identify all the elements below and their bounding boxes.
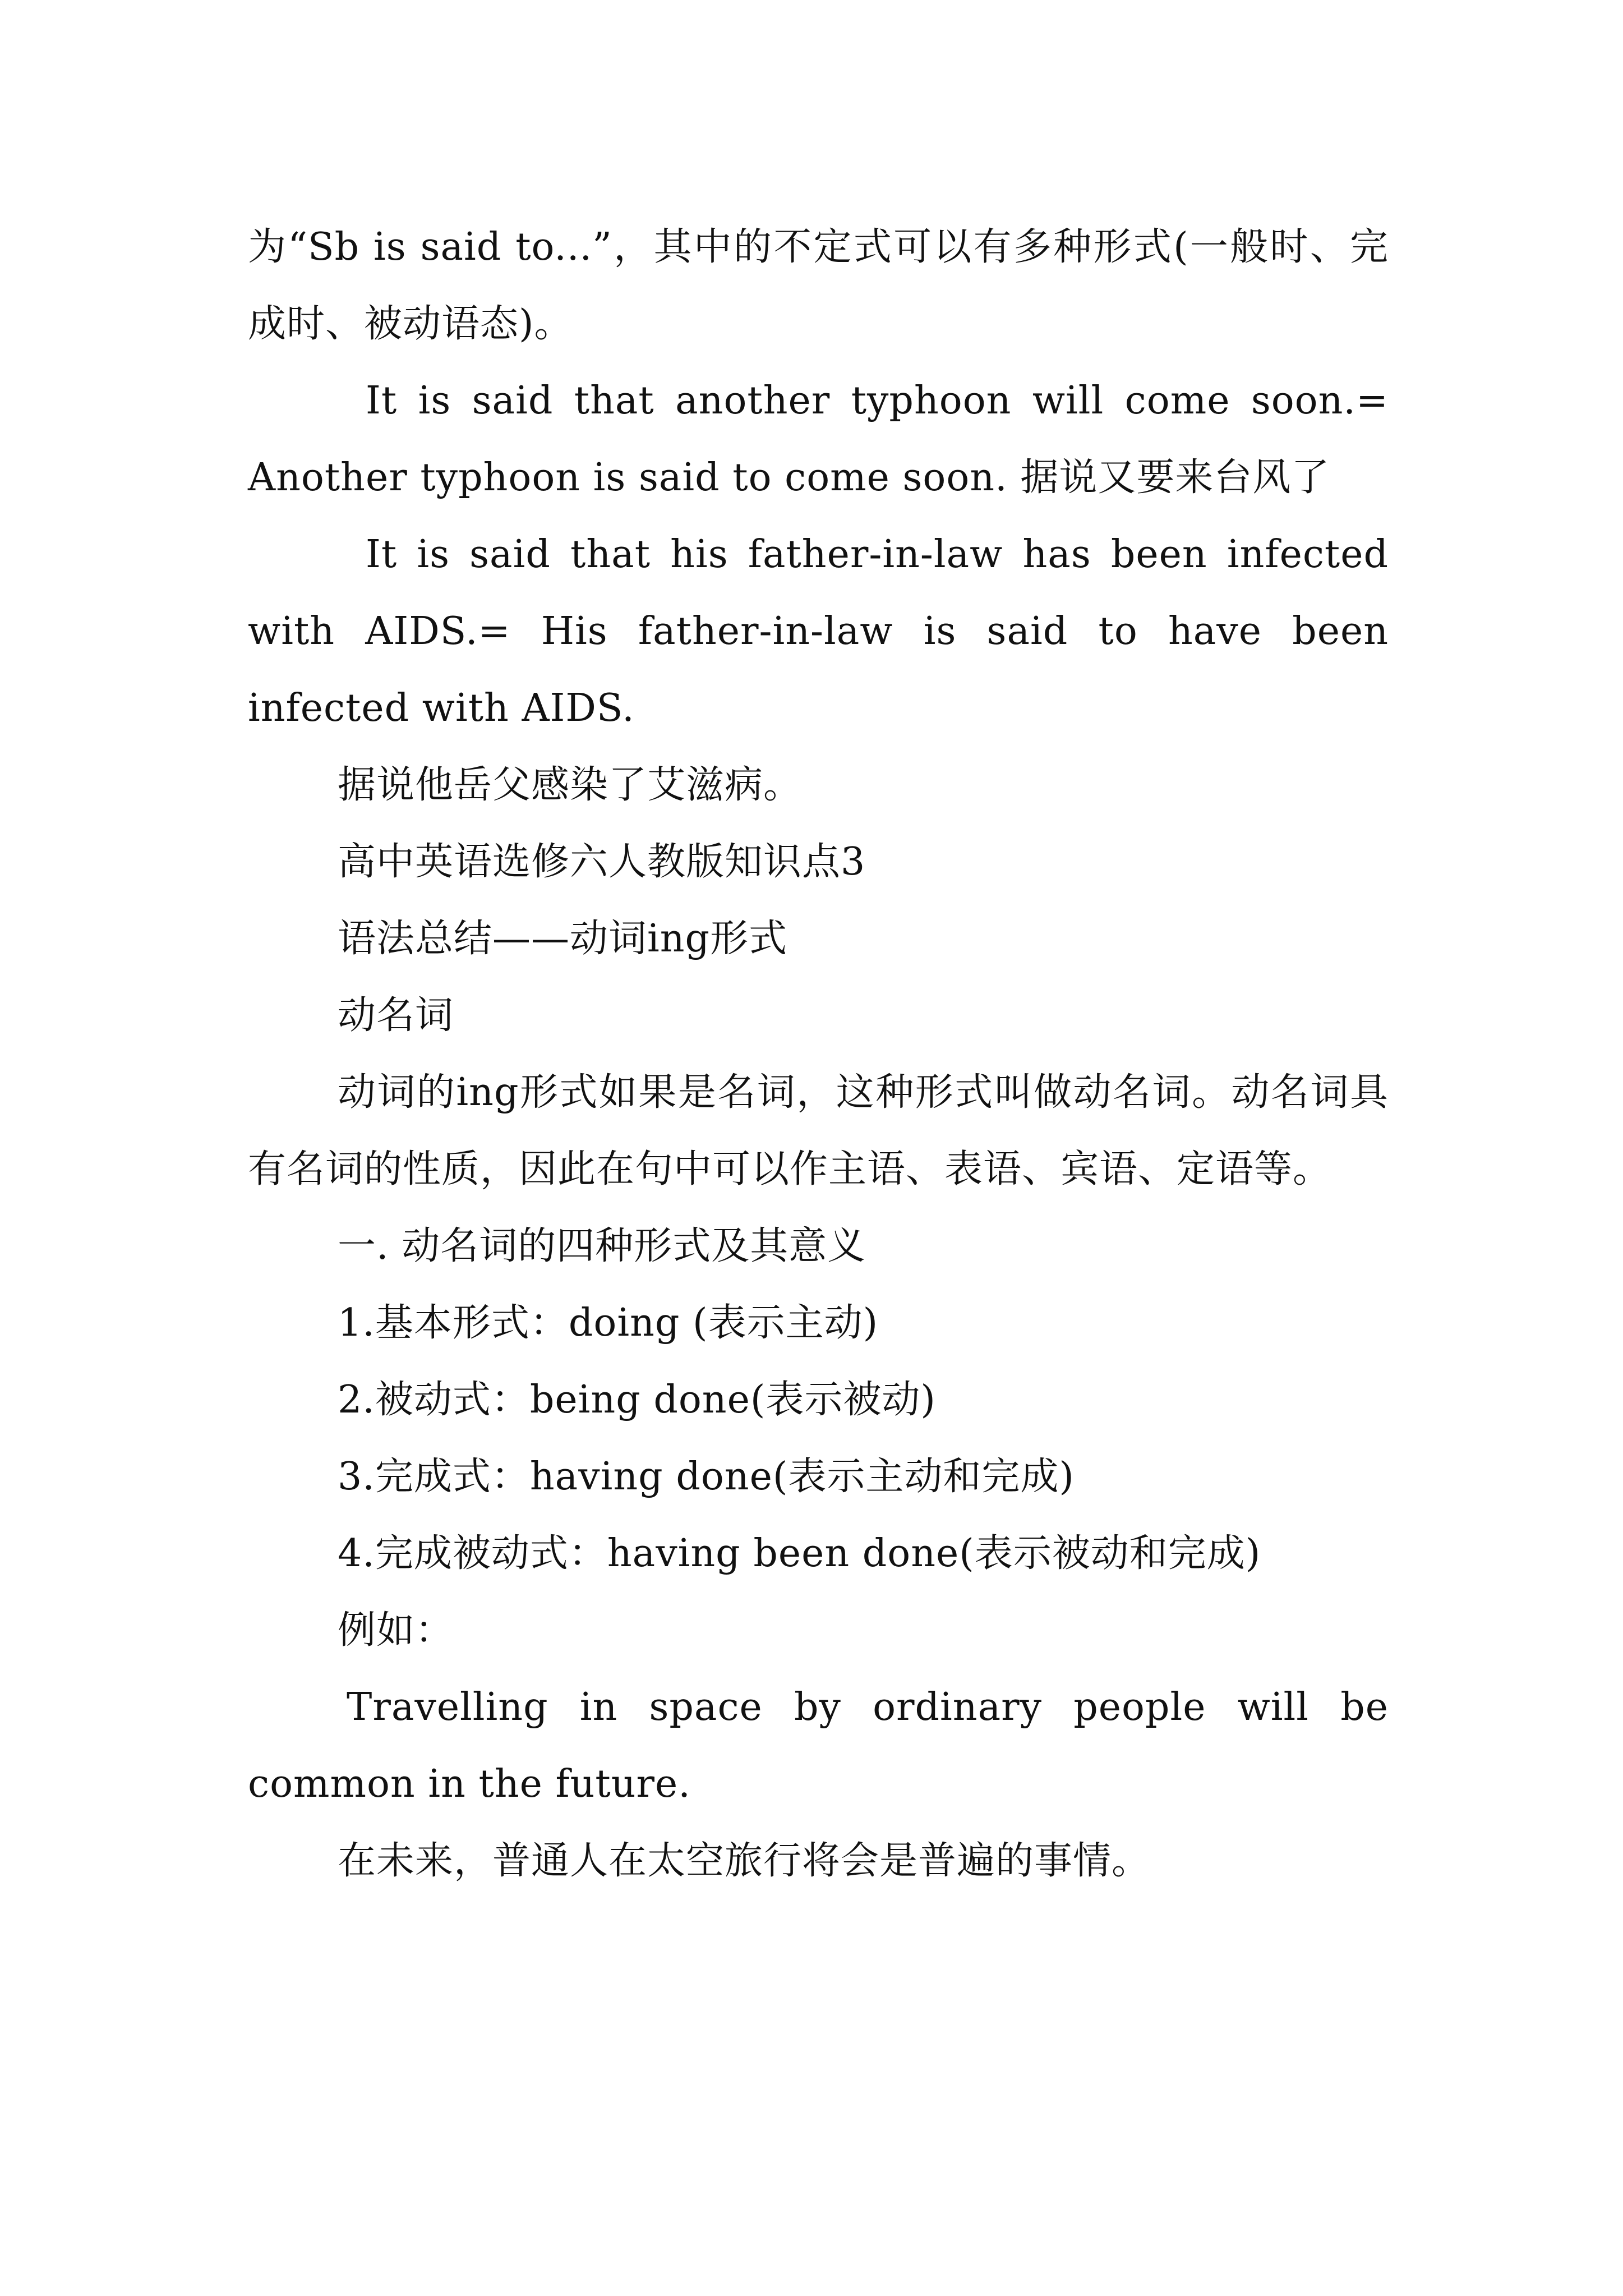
- example-father-in-law-translation: 据说他岳父感染了艾滋病。: [338, 763, 803, 807]
- example-travelling: Travelling in space by ordinary people will be common in the future.: [248, 1685, 1389, 1806]
- gerund-form-item: 4.完成被动式：having been done(表示被动和完成): [338, 1531, 1261, 1576]
- gerund-form-item: 2.被动式：being done(表示被动): [338, 1378, 936, 1422]
- paragraph-said-to-forms: 为“Sb is said to...”，其中的不定式可以有多种形式(一般时、完成时、被动语态)。: [248, 225, 1389, 346]
- gerund-form-item: 1.基本形式：doing (表示主动): [338, 1301, 879, 1345]
- example-typhoon: It is said that another typhoon will come soon.= Another typhoon is said to come soon. 据说又要来台风了: [248, 379, 1389, 500]
- gerund-definition: 动词的ing形式如果是名词，这种形式叫做动名词。动名词具有名词的性质，因此在句中可以作主语、表语、宾语、定语等。: [248, 1070, 1389, 1191]
- gerund-form-item: 3.完成式：having done(表示主动和完成): [338, 1455, 1075, 1499]
- example-father-in-law: It is said that his father-in-law has been infected with AIDS.= His father-in-law is said to have been infected with AIDS.: [248, 532, 1389, 730]
- gerund-forms-heading: 一. 动名词的四种形式及其意义: [338, 1224, 866, 1268]
- grammar-summary-heading: 语法总结——动词ing形式: [338, 917, 788, 961]
- section-heading: 高中英语选修六人教版知识点3: [338, 840, 866, 884]
- document-body: [248, 209, 1389, 1899]
- example-travelling-translation: 在未来，普通人在太空旅行将会是普遍的事情。: [338, 1839, 1151, 1883]
- example-label: 例如：: [338, 1608, 454, 1653]
- gerund-heading: 动名词: [338, 993, 454, 1038]
